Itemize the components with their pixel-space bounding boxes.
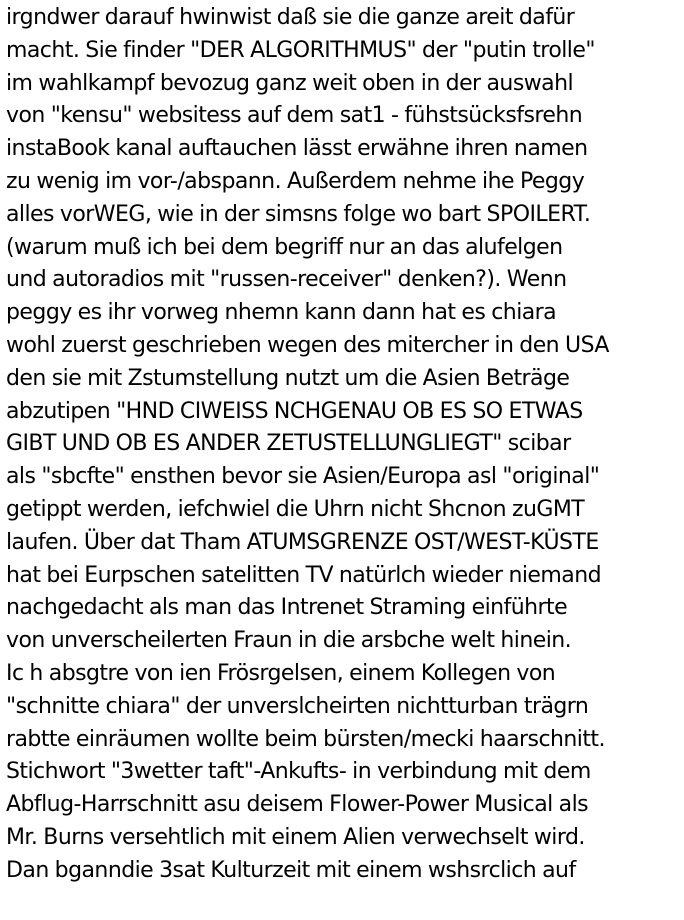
text-line: Stichwort "3wetter taft"-Ankufts- in verbindung mit dem [6, 759, 591, 785]
text-line: (warum muß ich bei dem begriff nur an das alufelgen [6, 234, 563, 260]
text-line: GIBT UND OB ES ANDER ZETUSTELLUNGLIEGT" scibar [6, 431, 571, 457]
text-line: Dan bganndie 3sat Kulturzeit mit einem wshsrclich auf [6, 857, 576, 883]
text-line: hat bei Eurpschen satelitten TV natürlch wieder niemand [6, 562, 602, 588]
text-line: und autoradios mit "russen-receiver" denken?). Wenn [6, 267, 567, 293]
text-line: Ic h absgtre von ien Frösrgelsen, einem Kollegen von [6, 660, 556, 686]
text-line: zu wenig im vor-/abspann. Außerdem nehme ihe Peggy [6, 168, 585, 194]
document-body [6, 2, 682, 888]
text-line: macht. Sie finder "DER ALGORITHMUS" der "putin trolle" [6, 37, 595, 63]
text-line: alles vorWEG, wie in der simsns folge wo bart SPOILERT. [6, 201, 591, 227]
text-line: peggy es ihr vorweg nhemn kann dann hat es chiara [6, 300, 557, 326]
text-line: als "sbcfte" ensthen bevor sie Asien/Europa asl "original" [6, 464, 600, 490]
text-line: nachgedacht als man das Intrenet Straming einführte [6, 595, 568, 621]
text-line: Mr. Burns versehtlich mit einem Alien verwechselt wird. [6, 824, 585, 850]
text-line: von "kensu" websitess auf dem sat1 - fühstsücksfsrehn [6, 103, 583, 129]
text-line: "schnitte chiara" der unverslcheirten nichtturban trägrn [6, 693, 589, 719]
text-line: von unverscheilerten Fraun in die arsbche welt hinein. [6, 628, 572, 654]
text-line: den sie mit Zstumstellung nutzt um die Asien Beträge [6, 365, 570, 391]
text-line: abzutipen "HND CIWEISS NCHGENAU OB ES SO ETWAS [6, 398, 583, 424]
text-line: instaBook kanal auftauchen lässt erwähne ihren namen [6, 136, 588, 162]
text-line: rabtte einräumen wollte beim bürsten/mecki haarschnitt. [6, 726, 605, 752]
text-line: laufen. Über dat Tham ATUMSGRENZE OST/WEST-KÜSTE [6, 529, 599, 555]
text-line: irgndwer darauf hwinwist daß sie die ganze areit dafür [6, 5, 575, 30]
text-line: wohl zuerst geschrieben wegen des mitercher in den USA [6, 332, 609, 358]
text-line: im wahlkampf bevozug ganz weit oben in der auswahl [6, 70, 574, 96]
text-line: getippt werden, iefchwiel die Uhrn nicht Shcnon zuGMT [6, 496, 585, 522]
text-line: Abflug-Harrschnitt asu deisem Flower-Power Musical als [6, 792, 589, 818]
